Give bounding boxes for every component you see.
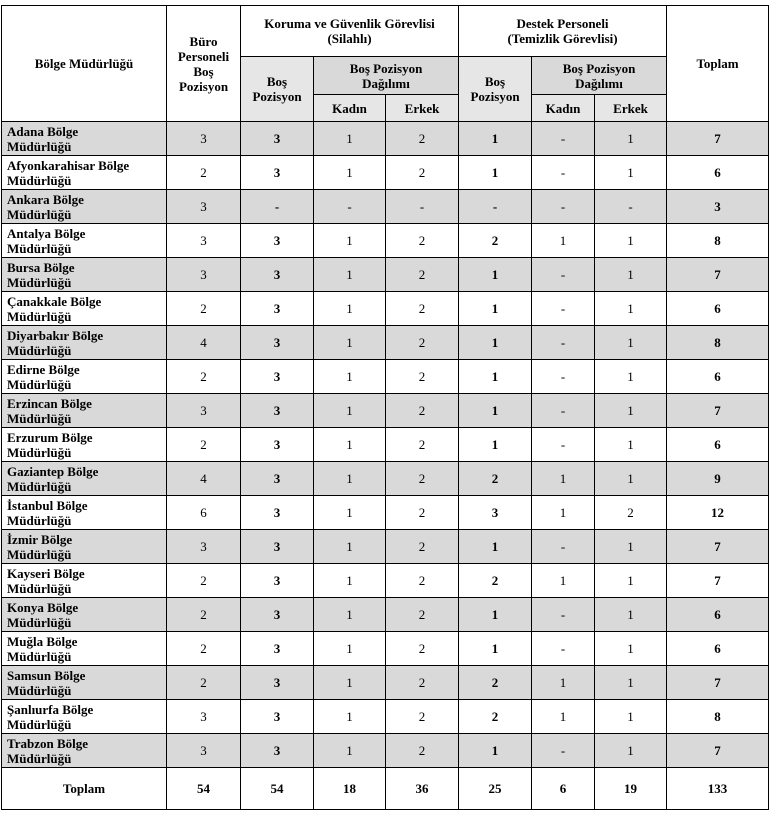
region-name-line-2: Müdürlüğü — [7, 274, 72, 290]
region-name-line-1: Bursa Bölge — [7, 259, 75, 275]
support-female-cell: 1 — [532, 564, 595, 598]
header-support-distribution — [532, 57, 667, 95]
row-total-cell: 7 — [667, 394, 769, 428]
row-total-cell: 8 — [667, 326, 769, 360]
support-female-cell: - — [532, 122, 595, 156]
region-name-line-2: Müdürlüğü — [7, 546, 72, 562]
row-total-cell: 7 — [667, 530, 769, 564]
region-name-line-1: Çanakkale Bölge — [7, 293, 102, 309]
region-name-line-2: Müdürlüğü — [7, 172, 72, 188]
security-female-cell: 1 — [314, 394, 386, 428]
row-total-cell: 9 — [667, 462, 769, 496]
row-total-cell: 12 — [667, 496, 769, 530]
office-cell: 2 — [167, 632, 241, 666]
support-empty-cell: 1 — [459, 394, 532, 428]
security-empty-cell: - — [241, 190, 314, 224]
row-total-cell: 6 — [667, 428, 769, 462]
security-empty-cell: 3 — [241, 666, 314, 700]
support-empty-cell: 1 — [459, 734, 532, 768]
header-security-female — [314, 95, 386, 122]
support-empty-cell: 1 — [459, 156, 532, 190]
security-male-cell: 2 — [386, 530, 459, 564]
table-row — [2, 632, 769, 666]
region-name-line-1: Erzurum Bölge — [7, 429, 93, 445]
region-name-line-2: Müdürlüğü — [7, 478, 72, 494]
region-name-cell — [2, 190, 167, 224]
region-name-line-1: İstanbul Bölge — [7, 497, 88, 513]
region-name-line-2: Müdürlüğü — [7, 648, 72, 664]
row-total-cell: 7 — [667, 666, 769, 700]
header-support-line-2: (Temizlik Görevlisi) — [507, 31, 618, 46]
region-name-cell — [2, 224, 167, 258]
region-name-line-2: Müdürlüğü — [7, 308, 72, 324]
totals-security-male: 36 — [386, 768, 459, 810]
table-body — [2, 122, 769, 768]
support-female-cell: - — [532, 360, 595, 394]
support-female-cell: - — [532, 598, 595, 632]
security-female-cell: - — [314, 190, 386, 224]
support-empty-cell: 1 — [459, 360, 532, 394]
region-name-line-2: Müdürlüğü — [7, 206, 72, 222]
security-female-cell: 1 — [314, 292, 386, 326]
header-support-line-1: Destek Personeli — [516, 16, 609, 31]
office-cell: 4 — [167, 462, 241, 496]
header-security-dist-line-2: Dağılımı — [362, 75, 410, 91]
support-male-cell: 1 — [595, 224, 667, 258]
row-total-cell: 7 — [667, 564, 769, 598]
table-row — [2, 326, 769, 360]
header-support-group — [459, 6, 667, 57]
support-male-cell: 1 — [595, 156, 667, 190]
region-name-line-1: Afyonkarahisar Bölge — [7, 157, 130, 173]
header-region-label: Bölge Müdürlüğü — [34, 56, 134, 71]
region-name-line-2: Müdürlüğü — [7, 376, 72, 392]
header-total-label: Toplam — [696, 56, 739, 71]
office-cell: 2 — [167, 360, 241, 394]
security-empty-cell: 3 — [241, 156, 314, 190]
support-female-cell: - — [532, 292, 595, 326]
security-female-cell: 1 — [314, 326, 386, 360]
region-name-line-1: Muğla Bölge — [7, 633, 78, 649]
security-empty-cell: 3 — [241, 360, 314, 394]
table-row — [2, 122, 769, 156]
header-security-line-1: Koruma ve Güvenlik Görevlisi — [264, 16, 435, 31]
header-office-line-1: Büro — [189, 33, 218, 49]
security-male-cell: 2 — [386, 564, 459, 598]
header-security-empty-line-2: Pozisyon — [252, 89, 302, 104]
totals-office: 54 — [167, 768, 241, 810]
security-female-cell: 1 — [314, 564, 386, 598]
region-name-line-2: Müdürlüğü — [7, 444, 72, 460]
support-empty-cell: 2 — [459, 700, 532, 734]
table-row — [2, 598, 769, 632]
region-name-line-1: Erzincan Bölge — [7, 395, 92, 411]
region-name-line-1: Edirne Bölge — [7, 361, 80, 377]
row-total-cell: 6 — [667, 360, 769, 394]
header-support-female-label: Kadın — [545, 100, 581, 116]
security-empty-cell: 3 — [241, 326, 314, 360]
table-row — [2, 394, 769, 428]
header-support-empty-line-1: Boş — [484, 74, 506, 89]
support-empty-cell: 1 — [459, 530, 532, 564]
region-name-cell — [2, 496, 167, 530]
staffing-table-container — [1, 5, 768, 810]
security-male-cell: 2 — [386, 122, 459, 156]
region-name-line-2: Müdürlüğü — [7, 240, 72, 256]
security-male-cell: 2 — [386, 360, 459, 394]
region-name-line-2: Müdürlüğü — [7, 614, 72, 630]
office-cell: 4 — [167, 326, 241, 360]
support-female-cell: - — [532, 428, 595, 462]
security-male-cell: 2 — [386, 326, 459, 360]
header-security-dist-line-1: Boş Pozisyon — [349, 60, 423, 76]
region-name-cell — [2, 156, 167, 190]
security-empty-cell: 3 — [241, 632, 314, 666]
row-total-cell: 8 — [667, 224, 769, 258]
security-male-cell: 2 — [386, 258, 459, 292]
support-female-cell: - — [532, 156, 595, 190]
row-total-cell: 6 — [667, 292, 769, 326]
table-row — [2, 224, 769, 258]
support-empty-cell: 1 — [459, 598, 532, 632]
support-male-cell: 1 — [595, 700, 667, 734]
totals-label: Toplam — [2, 768, 167, 810]
security-female-cell: 1 — [314, 122, 386, 156]
region-name-line-1: Adana Bölge — [7, 123, 79, 139]
region-name-cell — [2, 394, 167, 428]
staffing-table — [1, 5, 769, 810]
totals-security-female: 18 — [314, 768, 386, 810]
header-security-female-label: Kadın — [332, 100, 367, 116]
security-female-cell: 1 — [314, 258, 386, 292]
security-empty-cell: 3 — [241, 564, 314, 598]
security-female-cell: 1 — [314, 700, 386, 734]
header-total — [667, 6, 769, 122]
security-female-cell: 1 — [314, 360, 386, 394]
security-male-cell: - — [386, 190, 459, 224]
security-empty-cell: 3 — [241, 734, 314, 768]
support-female-cell: - — [532, 394, 595, 428]
region-name-line-1: Ankara Bölge — [7, 191, 84, 207]
row-total-cell: 8 — [667, 700, 769, 734]
header-support-female — [532, 95, 595, 122]
security-male-cell: 2 — [386, 700, 459, 734]
security-empty-cell: 3 — [241, 700, 314, 734]
support-male-cell: 1 — [595, 598, 667, 632]
security-empty-cell: 3 — [241, 530, 314, 564]
region-name-line-1: İzmir Bölge — [7, 531, 73, 547]
support-male-cell: 1 — [595, 394, 667, 428]
office-cell: 6 — [167, 496, 241, 530]
region-name-cell — [2, 462, 167, 496]
region-name-line-2: Müdürlüğü — [7, 580, 72, 596]
header-security-group — [241, 6, 459, 57]
table-row — [2, 156, 769, 190]
security-empty-cell: 3 — [241, 292, 314, 326]
totals-support-female: 6 — [532, 768, 595, 810]
security-male-cell: 2 — [386, 734, 459, 768]
support-empty-cell: 2 — [459, 462, 532, 496]
header-office-line-2: Personeli — [177, 48, 230, 64]
support-male-cell: 1 — [595, 530, 667, 564]
security-empty-cell: 3 — [241, 122, 314, 156]
support-male-cell: 1 — [595, 462, 667, 496]
support-male-cell: - — [595, 190, 667, 224]
row-total-cell: 6 — [667, 156, 769, 190]
support-male-cell: 1 — [595, 122, 667, 156]
security-male-cell: 2 — [386, 598, 459, 632]
security-male-cell: 2 — [386, 156, 459, 190]
header-support-empty-line-2: Pozisyon — [470, 89, 520, 104]
office-cell: 3 — [167, 258, 241, 292]
totals-support-male: 19 — [595, 768, 667, 810]
region-name-cell — [2, 598, 167, 632]
security-female-cell: 1 — [314, 632, 386, 666]
support-empty-cell: 1 — [459, 428, 532, 462]
security-empty-cell: 3 — [241, 598, 314, 632]
security-female-cell: 1 — [314, 496, 386, 530]
office-cell: 2 — [167, 156, 241, 190]
support-female-cell: - — [532, 258, 595, 292]
table-row — [2, 666, 769, 700]
table-row — [2, 700, 769, 734]
office-cell: 2 — [167, 292, 241, 326]
support-male-cell: 1 — [595, 666, 667, 700]
office-cell: 3 — [167, 190, 241, 224]
header-support-male-label: Erkek — [613, 100, 648, 116]
support-male-cell: 2 — [595, 496, 667, 530]
support-empty-cell: 1 — [459, 292, 532, 326]
region-name-line-2: Müdürlüğü — [7, 512, 72, 528]
region-name-cell — [2, 122, 167, 156]
security-empty-cell: 3 — [241, 394, 314, 428]
security-empty-cell: 3 — [241, 496, 314, 530]
region-name-cell — [2, 292, 167, 326]
support-empty-cell: 3 — [459, 496, 532, 530]
security-male-cell: 2 — [386, 632, 459, 666]
office-cell: 3 — [167, 530, 241, 564]
table-row — [2, 734, 769, 768]
row-total-cell: 6 — [667, 598, 769, 632]
support-female-cell: 1 — [532, 700, 595, 734]
support-empty-cell: 2 — [459, 564, 532, 598]
region-name-line-1: Konya Bölge — [7, 599, 79, 615]
region-name-line-1: Kayseri Bölge — [7, 565, 85, 581]
region-name-line-1: Antalya Bölge — [7, 225, 86, 241]
support-empty-cell: 2 — [459, 224, 532, 258]
office-cell: 2 — [167, 564, 241, 598]
table-row — [2, 292, 769, 326]
totals-grand-total: 133 — [667, 768, 769, 810]
security-empty-cell: 3 — [241, 258, 314, 292]
header-security-male-label: Erkek — [404, 100, 440, 116]
region-name-cell — [2, 564, 167, 598]
support-male-cell: 1 — [595, 258, 667, 292]
region-name-cell — [2, 632, 167, 666]
region-name-line-1: Samsun Bölge — [7, 667, 86, 683]
support-empty-cell: - — [459, 190, 532, 224]
region-name-cell — [2, 360, 167, 394]
region-name-line-2: Müdürlüğü — [7, 750, 72, 766]
security-empty-cell: 3 — [241, 462, 314, 496]
office-cell: 3 — [167, 394, 241, 428]
header-support-dist-line-1: Boş Pozisyon — [562, 60, 636, 76]
header-security-empty — [241, 57, 314, 122]
support-female-cell: 1 — [532, 462, 595, 496]
office-cell: 2 — [167, 666, 241, 700]
security-female-cell: 1 — [314, 598, 386, 632]
row-total-cell: 7 — [667, 122, 769, 156]
row-total-cell: 7 — [667, 258, 769, 292]
header-security-empty-line-1: Boş — [266, 74, 288, 89]
region-name-line-2: Müdürlüğü — [7, 682, 72, 698]
totals-row — [2, 768, 769, 810]
security-female-cell: 1 — [314, 462, 386, 496]
region-name-cell — [2, 326, 167, 360]
header-office-line-3: Boş — [193, 63, 214, 79]
security-female-cell: 1 — [314, 666, 386, 700]
region-name-line-1: Gaziantep Bölge — [7, 463, 99, 479]
table-row — [2, 190, 769, 224]
row-total-cell: 3 — [667, 190, 769, 224]
security-male-cell: 2 — [386, 666, 459, 700]
header-support-dist-line-2: Dağılımı — [575, 75, 623, 91]
header-support-male — [595, 95, 667, 122]
support-female-cell: - — [532, 632, 595, 666]
office-cell: 2 — [167, 428, 241, 462]
support-male-cell: 1 — [595, 428, 667, 462]
header-office-line-4: Pozisyon — [178, 78, 229, 94]
support-empty-cell: 1 — [459, 326, 532, 360]
header-office-staff — [167, 6, 241, 122]
table-row — [2, 462, 769, 496]
region-name-cell — [2, 734, 167, 768]
security-male-cell: 2 — [386, 394, 459, 428]
header-security-male — [386, 95, 459, 122]
support-female-cell: - — [532, 530, 595, 564]
region-name-line-2: Müdürlüğü — [7, 138, 72, 154]
totals-security-empty: 54 — [241, 768, 314, 810]
table-row — [2, 496, 769, 530]
security-female-cell: 1 — [314, 530, 386, 564]
office-cell: 3 — [167, 122, 241, 156]
support-empty-cell: 2 — [459, 666, 532, 700]
support-female-cell: - — [532, 734, 595, 768]
region-name-cell — [2, 258, 167, 292]
header-security-line-2: (Silahlı) — [327, 31, 372, 46]
security-female-cell: 1 — [314, 734, 386, 768]
security-empty-cell: 3 — [241, 428, 314, 462]
security-male-cell: 2 — [386, 462, 459, 496]
support-male-cell: 1 — [595, 326, 667, 360]
support-male-cell: 1 — [595, 292, 667, 326]
security-female-cell: 1 — [314, 428, 386, 462]
region-name-line-2: Müdürlüğü — [7, 342, 72, 358]
support-female-cell: 1 — [532, 666, 595, 700]
region-name-line-1: Şanlıurfa Bölge — [7, 701, 94, 717]
region-name-line-2: Müdürlüğü — [7, 716, 72, 732]
security-empty-cell: 3 — [241, 224, 314, 258]
support-empty-cell: 1 — [459, 632, 532, 666]
region-name-line-1: Trabzon Bölge — [7, 735, 89, 751]
support-male-cell: 1 — [595, 360, 667, 394]
region-name-line-2: Müdürlüğü — [7, 410, 72, 426]
office-cell: 3 — [167, 224, 241, 258]
table-row — [2, 428, 769, 462]
security-male-cell: 2 — [386, 428, 459, 462]
security-male-cell: 2 — [386, 496, 459, 530]
region-name-line-1: Diyarbakır Bölge — [7, 327, 104, 343]
totals-support-empty: 25 — [459, 768, 532, 810]
region-name-cell — [2, 700, 167, 734]
row-total-cell: 7 — [667, 734, 769, 768]
security-male-cell: 2 — [386, 292, 459, 326]
header-region — [2, 6, 167, 122]
table-row — [2, 564, 769, 598]
security-female-cell: 1 — [314, 224, 386, 258]
header-support-empty — [459, 57, 532, 122]
table-row — [2, 530, 769, 564]
support-male-cell: 1 — [595, 734, 667, 768]
support-female-cell: - — [532, 326, 595, 360]
region-name-cell — [2, 666, 167, 700]
security-male-cell: 2 — [386, 224, 459, 258]
office-cell: 3 — [167, 700, 241, 734]
table-row — [2, 360, 769, 394]
office-cell: 3 — [167, 734, 241, 768]
office-cell: 2 — [167, 598, 241, 632]
table-row — [2, 258, 769, 292]
row-total-cell: 6 — [667, 632, 769, 666]
support-female-cell: 1 — [532, 496, 595, 530]
support-female-cell: 1 — [532, 224, 595, 258]
support-female-cell: - — [532, 190, 595, 224]
region-name-cell — [2, 428, 167, 462]
support-male-cell: 1 — [595, 564, 667, 598]
support-empty-cell: 1 — [459, 122, 532, 156]
region-name-cell — [2, 530, 167, 564]
support-empty-cell: 1 — [459, 258, 532, 292]
header-security-distribution — [314, 57, 459, 95]
support-male-cell: 1 — [595, 632, 667, 666]
security-female-cell: 1 — [314, 156, 386, 190]
